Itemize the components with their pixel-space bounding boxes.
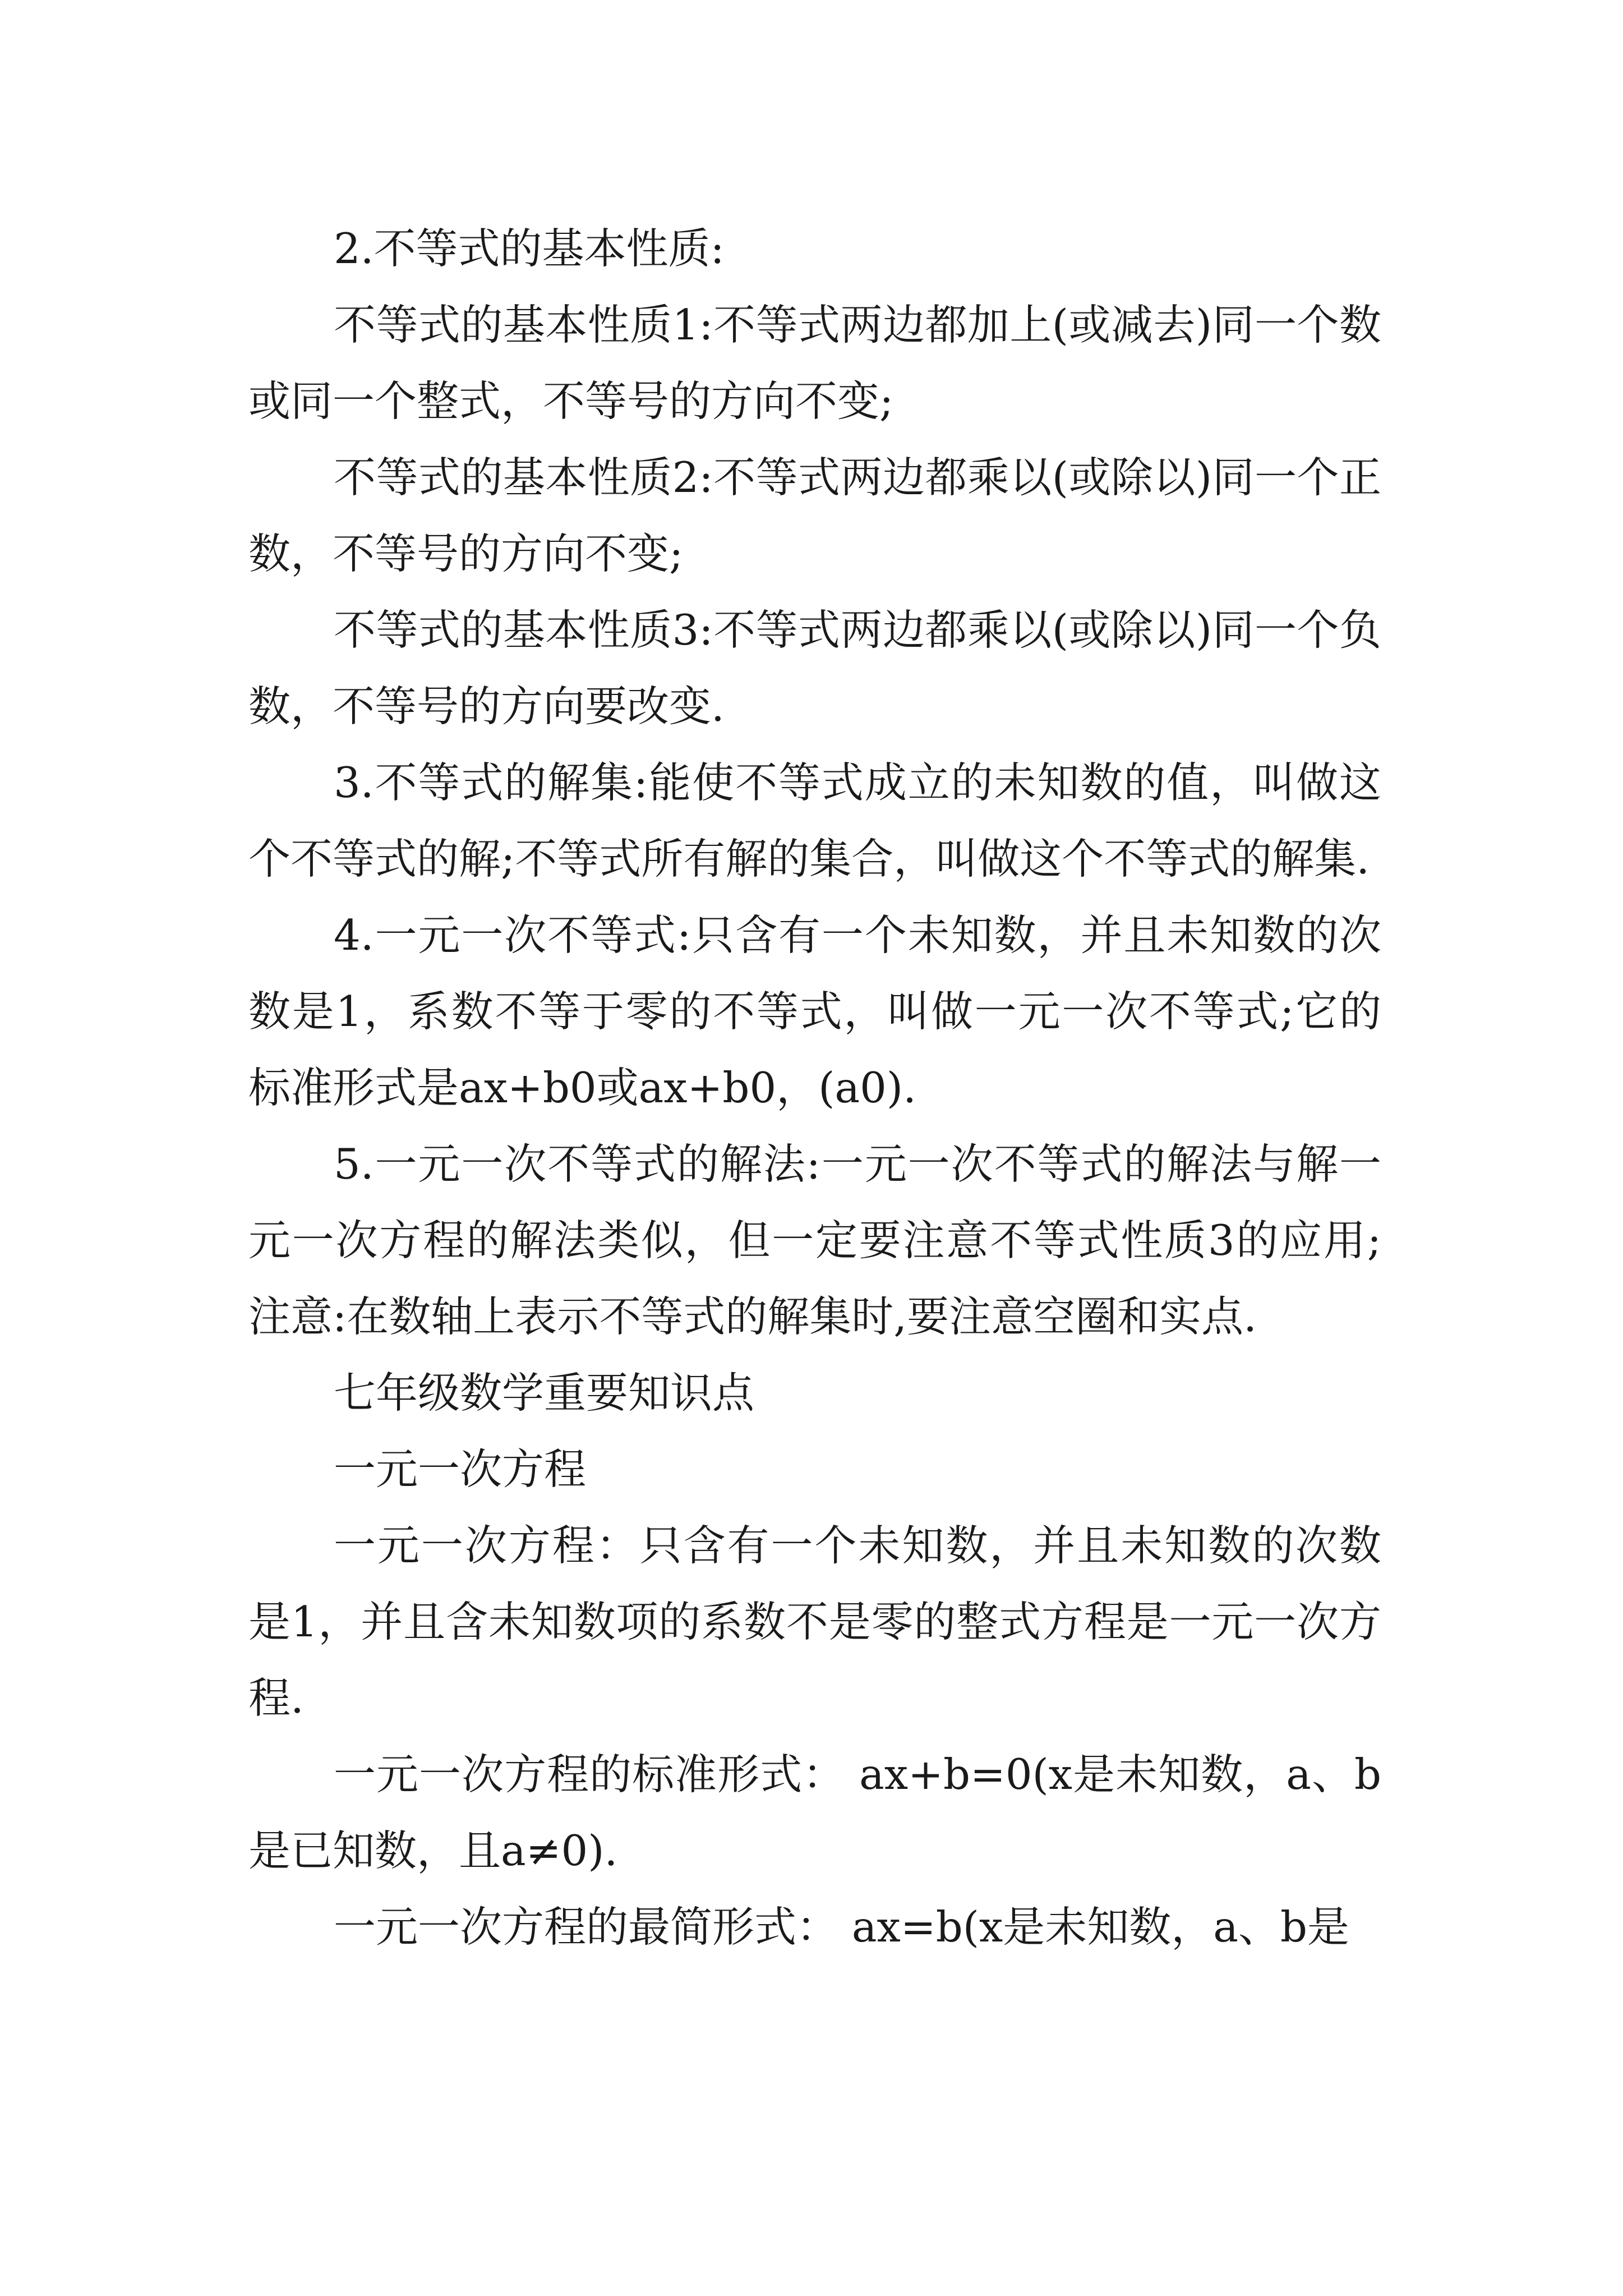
paragraph-inequality-properties-heading: 2.不等式的基本性质:	[334, 224, 725, 273]
paragraph-solution-set: 3.不等式的解集:能使不等式成立的未知数的值，叫做这个不等式的解;不等式所有解的集合，叫做这个不等式的解集.	[248, 758, 1381, 884]
paragraph-property-3: 不等式的基本性质3:不等式两边都乘以(或除以)同一个负数，不等号的方向要改变.	[248, 605, 1381, 731]
document-body	[248, 210, 1381, 1965]
paragraph-property-2: 不等式的基本性质2:不等式两边都乘以(或除以)同一个正数，不等号的方向不变;	[248, 453, 1381, 578]
paragraph-standard-form: 一元一次方程的标准形式： ax+b=0(x是未知数，a、b是已知数，且a≠0).	[248, 1750, 1381, 1875]
paragraph-simplest-form: 一元一次方程的最简形式： ax=b(x是未知数，a、b是	[334, 1902, 1349, 1952]
paragraph-linear-equation-definition: 一元一次方程：只含有一个未知数，并且未知数的次数是1，并且含未知数项的系数不是零的整式方程是一元一次方程.	[248, 1521, 1381, 1723]
paragraph-linear-inequality: 4.一元一次不等式:只含有一个未知数，并且未知数的次数是1，系数不等于零的不等式，叫做一元一次不等式;它的标准形式是ax+b0或ax+b0，(a0).	[248, 910, 1381, 1112]
subsection-title: 一元一次方程	[334, 1444, 587, 1494]
paragraph-solving-method: 5.一元一次不等式的解法:一元一次不等式的解法与解一元一次方程的解法类似，但一定要注意不等式性质3的应用;注意:在数轴上表示不等式的解集时,要注意空圈和实点.	[248, 1139, 1381, 1341]
paragraph-property-1: 不等式的基本性质1:不等式两边都加上(或减去)同一个数或同一个整式，不等号的方向不变;	[248, 300, 1381, 426]
section-title: 七年级数学重要知识点	[334, 1368, 755, 1418]
